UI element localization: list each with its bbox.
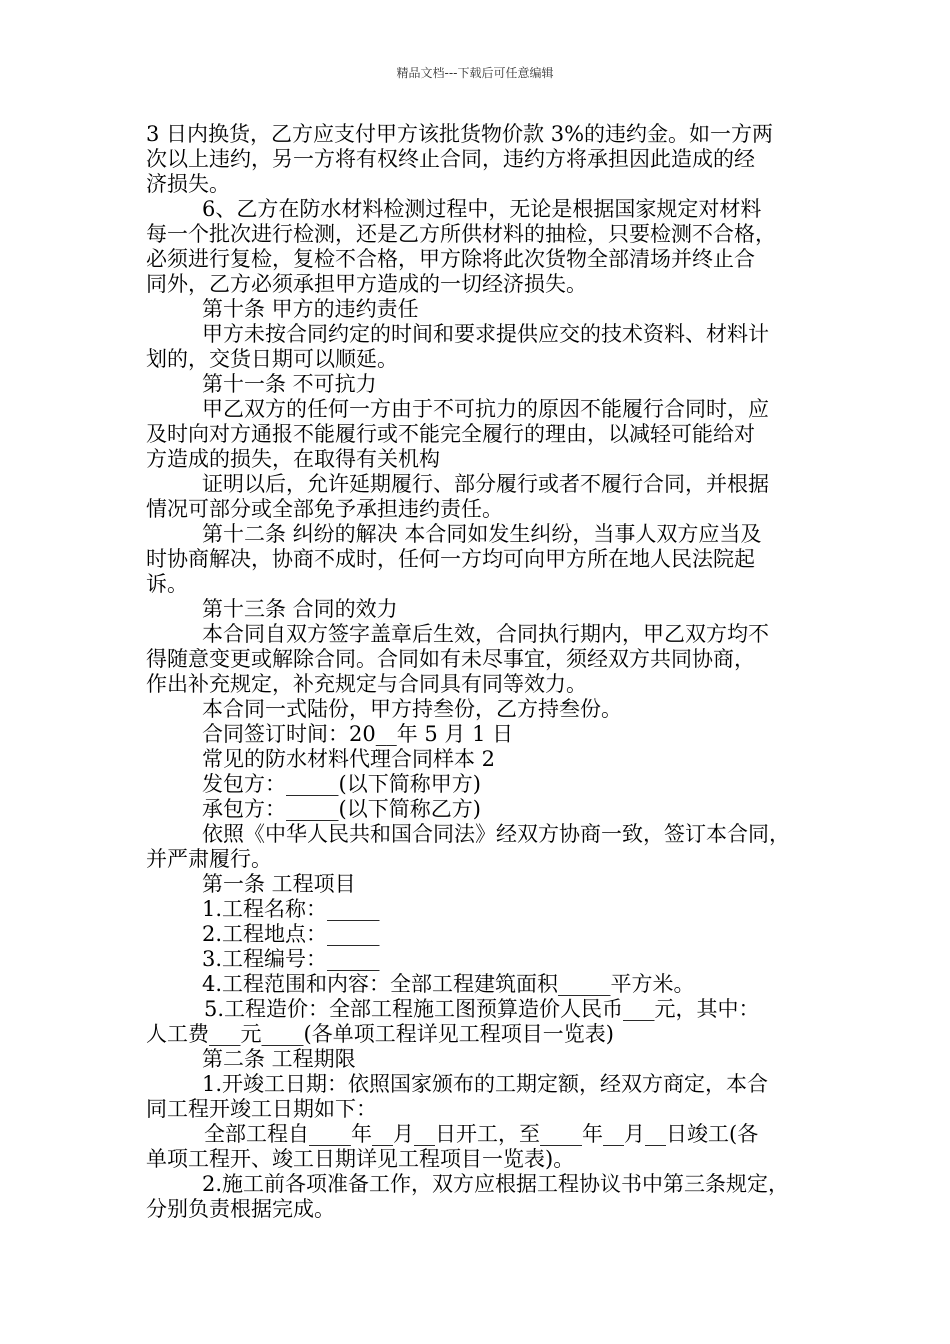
article-heading: 第一条 工程项目 xyxy=(202,872,356,896)
section-title: 常见的防水材料代理合同样本 2 xyxy=(202,747,496,771)
text-line: 划的，交货日期可以顺延。 xyxy=(146,347,398,371)
article-heading: 第二条 工程期限 xyxy=(202,1047,356,1071)
text-line: 时协商解决，协商不成时，任何一方均可向甲方所在地人民法院起 xyxy=(146,547,755,571)
text-line: 作出补充规定，补充规定与合同具有同等效力。 xyxy=(146,672,587,696)
text-line: 诉。 xyxy=(146,572,188,596)
list-item: 5.工程造价：全部工程施工图预算造价人民币___元，其中： xyxy=(204,997,760,1021)
list-item: 2.施工前各项准备工作，双方应根据工程协议书中第三条规定， xyxy=(202,1172,790,1196)
text-line: 得随意变更或解除合同。合同如有未尽事宜，须经双方共同协商， xyxy=(146,647,755,671)
signing-date: 合同签订时间：20__年 5 月 1 日 xyxy=(202,722,514,746)
text-line: 甲乙双方的任何一方由于不可抗力的原因不能履行合同时，应 xyxy=(202,397,769,421)
text-line: 人工费___元____(各单项工程详见工程项目一览表) xyxy=(146,1022,614,1046)
page-header: 精品文档---下载后可任意编辑 xyxy=(396,66,554,80)
text-line: 方造成的损失，在取得有关机构 xyxy=(146,447,440,471)
party-a-line: 发包方：_____(以下简称甲方) xyxy=(202,772,481,796)
article-heading: 第十一条 不可抗力 xyxy=(202,372,377,396)
text-line: 情况可部分或全部免予承担违约责任。 xyxy=(146,497,503,521)
party-b-line: 承包方：_____(以下简称乙方) xyxy=(202,797,481,821)
paragraph-item-6: 6、乙方在防水材料检测过程中，无论是根据国家规定对材料 xyxy=(202,197,762,221)
text-line: 单项工程开、竣工日期详见工程项目一览表)。 xyxy=(146,1147,575,1171)
text-line: 本合同自双方签字盖章后生效，合同执行期内，甲乙双方均不 xyxy=(202,622,769,646)
text-line: 本合同一式陆份，甲方持叁份，乙方持叁份。 xyxy=(202,697,622,721)
text-line: 同工程开竣工日期如下： xyxy=(146,1097,377,1121)
list-item: 2.工程地点：_____ xyxy=(202,922,380,946)
text-line: 必须进行复检，复检不合格，甲方除将此次货物全部清场并终止合 xyxy=(146,247,755,271)
document-body xyxy=(146,122,812,1222)
text-line: 及时向对方通报不能履行或不能完全履行的理由，以减轻可能给对 xyxy=(146,422,755,446)
text-line: 证明以后，允许延期履行、部分履行或者不履行合同，并根据 xyxy=(202,472,769,496)
text-line: 济损失。 xyxy=(146,172,230,196)
text-line: 并严肃履行。 xyxy=(146,847,272,871)
text-line: 全部工程自____年__月__日开工，至____年__月__日竣工(各 xyxy=(204,1122,759,1146)
text-line: 3 日内换货，乙方应支付甲方该批货物价款 3%的违约金。如一方两 xyxy=(146,122,774,146)
list-item: 3.工程编号：_____ xyxy=(202,947,380,971)
text-line: 依照《中华人民共和国合同法》经双方协商一致，签订本合同， xyxy=(202,822,790,846)
text-line: 甲方未按合同约定的时间和要求提供应交的技术资料、材料计 xyxy=(202,322,769,346)
list-item: 4.工程范围和内容：全部工程建筑面积_____平方米。 xyxy=(202,972,695,996)
text-line: 次以上违约，另一方将有权终止合同，违约方将承担因此造成的经 xyxy=(146,147,755,171)
text-line: 同外，乙方必须承担甲方造成的一切经济损失。 xyxy=(146,272,587,296)
list-item: 1.工程名称：_____ xyxy=(202,897,380,921)
text-line: 每一个批次进行检测，还是乙方所供材料的抽检，只要检测不合格， xyxy=(146,222,776,246)
article-heading: 第十条 甲方的违约责任 xyxy=(202,297,419,321)
article-heading: 第十二条 纠纷的解决 本合同如发生纠纷，当事人双方应当及 xyxy=(202,522,762,546)
list-item: 1.开竣工日期：依照国家颁布的工期定额，经双方商定，本合 xyxy=(202,1072,769,1096)
text-line: 分别负责根据完成。 xyxy=(146,1197,335,1221)
article-heading: 第十三条 合同的效力 xyxy=(202,597,398,621)
